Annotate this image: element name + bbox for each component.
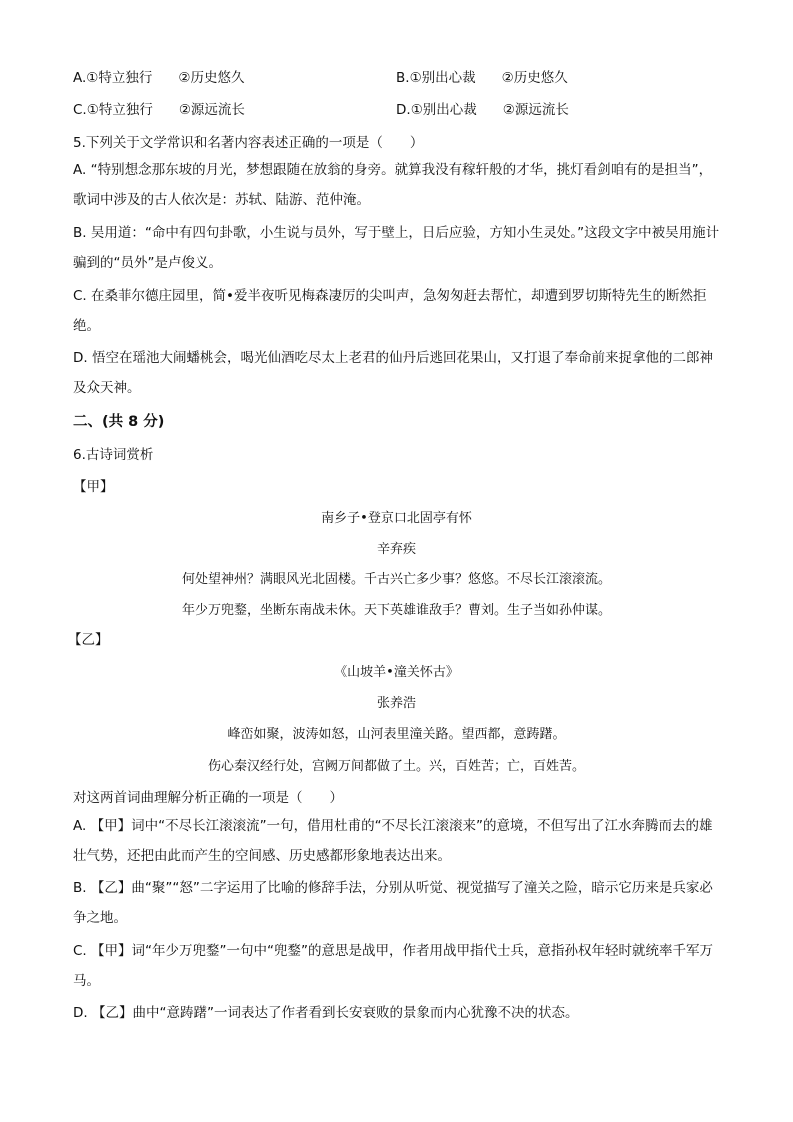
q5-stem: 5.下列关于文学常识和名著内容表述正确的一项是（ ）: [73, 135, 424, 151]
section-heading: 二、(共 8 分): [73, 414, 165, 430]
q6-stem: 6.古诗词赏析: [73, 447, 154, 463]
q4-option-a: A.①特立独行 ②历史悠久: [73, 70, 245, 86]
q5-option-b: B. 吴用道：“命中有四句卦歌，小生说与员外，写于壁上，日后应验，方知小生灵处。”这段文字中被吴用施计骗到的“员外”是卢俊义。: [73, 225, 720, 271]
poem-jia-author: 辛弃疾: [376, 542, 416, 557]
q4-option-d: D.①别出心裁 ②源远流长: [396, 102, 569, 118]
poem-yi-title: 《山坡羊•潼关怀古》: [334, 665, 459, 680]
q4-option-c: C.①特立独行 ②源远流长: [73, 102, 245, 118]
q6-option-b: B. 【乙】曲“聚”“怒”二字运用了比喻的修辞手法，分别从听觉、视觉描写了潼关之险，暗示它历来是兵家必争之地。: [73, 880, 713, 926]
poem-jia-line-2: 年少万兜鍪，坐断东南战未休。天下英雄谁敌手？曹刘。生子当如孙仲谋。: [181, 603, 611, 618]
poem-jia-title: 南乡子•登京口北固亭有怀: [321, 511, 472, 526]
poem-jia-label: 【甲】: [73, 479, 114, 495]
q6-option-d: D. 【乙】曲中“意踌躇”一词表达了作者看到长安衰败的景象而内心犹豫不决的状态。: [73, 1005, 579, 1021]
poem-yi-label: 【乙】: [68, 632, 109, 648]
poem-yi-line-2: 伤心秦汉经行处，宫阙万间都做了土。兴，百姓苦；亡，百姓苦。: [207, 759, 585, 774]
q5-option-c: C. 在桑菲尔德庄园里，简•爱半夜听见梅森凄厉的尖叫声，急匆匆赶去帮忙，却遭到罗切斯特先生的断然拒绝。: [73, 288, 707, 334]
q6-question: 对这两首词曲理解分析正确的一项是（ ）: [73, 790, 343, 806]
q6-option-c: C. 【甲】词“年少万兜鍪”一句中“兜鍪”的意思是战甲，作者用战甲指代士兵，意指孙权年轻时就统率千军万马。: [73, 943, 713, 989]
q4-option-b: B.①别出心裁 ②历史悠久: [396, 70, 568, 86]
poem-jia-line-1: 何处望神州？满眼风光北固楼。千古兴亡多少事？悠悠。不尽长江滚滚流。: [181, 572, 611, 587]
poem-yi-line-1: 峰峦如聚，波涛如怒，山河表里潼关路。望西都，意踌躇。: [227, 727, 566, 742]
q5-option-d: D. 悟空在瑶池大闹蟠桃会，喝光仙酒吃尽太上老君的仙丹后逃回花果山，又打退了奉命前来捉拿他的二郎神及众天神。: [73, 350, 713, 396]
q6-option-a: A. 【甲】词中“不尽长江滚滚流”一句，借用杜甫的“不尽长江滚滚来”的意境，不但写出了江水奔腾而去的雄壮气势，还把由此而产生的空间感、历史感都形象地表达出来。: [73, 818, 713, 864]
q5-option-a: A. “特别想念那东坡的月光，梦想跟随在放翁的身旁。就算我没有稼轩般的才华，挑灯看剑咱有的是担当”，歌词中涉及的古人依次是：苏轼、陆游、范仲淹。: [73, 162, 713, 208]
poem-yi-author: 张养浩: [376, 696, 416, 711]
